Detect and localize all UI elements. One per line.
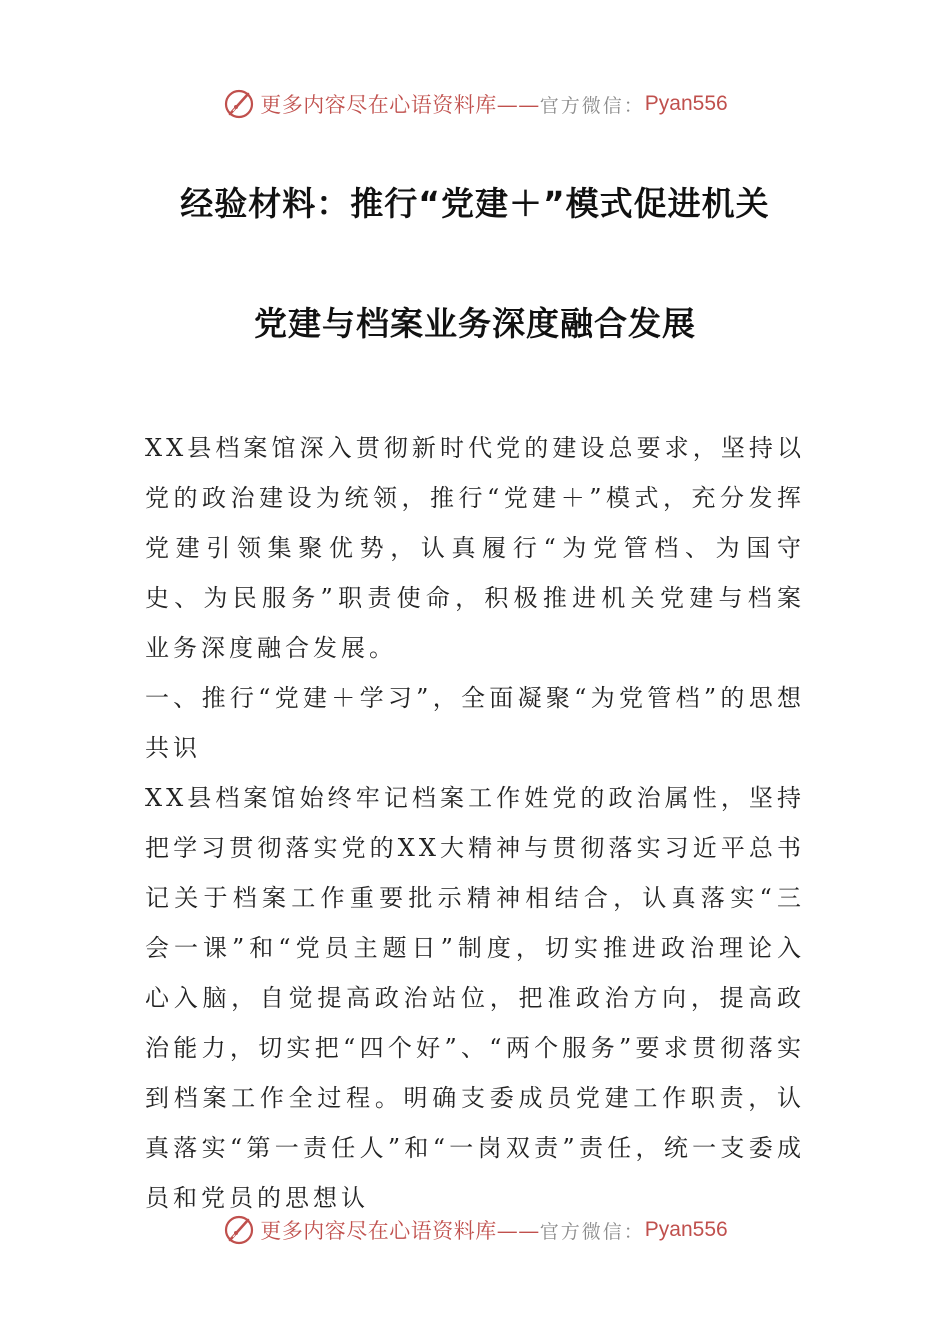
paragraph-intro: XX县档案馆深入贯彻新时代党的建设总要求，坚持以党的政治建设为统领，推行“党建＋”模式，充分发挥党建引领集聚优势，认真履行“为党管档、为国守史、为民服务”职责使命，积极推进机关党建与档案业务深度融合发展。 — [145, 434, 805, 662]
pen-circle-icon — [222, 87, 256, 121]
document-title-line-1: 经验材料：推行“党建＋”模式促进机关 — [180, 184, 770, 223]
watermark-wechat-id: Pyan556 — [644, 92, 728, 115]
document-body — [145, 423, 805, 1223]
watermark-wechat-label: 官方微信： — [539, 94, 645, 117]
watermark-wechat-id: Pyan556 — [644, 1218, 728, 1241]
watermark-banner-bottom — [0, 1210, 950, 1250]
watermark-brand-text: 更多内容尽在心语资料库—— — [260, 1219, 540, 1243]
watermark-wechat-label: 官方微信： — [539, 1220, 645, 1243]
watermark-banner-top — [0, 84, 950, 124]
paragraph-section-1: XX县档案馆始终牢记档案工作姓党的政治属性，坚持把学习贯彻落实党的XX大精神与贯彻落实习近平总书记关于档案工作重要批示精神相结合，认真落实“三会一课”和“党员主题日”制度，切实推进政治理论入心入脑，自觉提高政治站位，把准政治方向，提高政治能力，切实把“四个好”、“两个服务”要求贯彻落实到档案工作全过程。明确支委成员党建工作职责，认真落实“第一责任人”和“一岗双责”责任，统一支委成员和党员的思想认 — [145, 784, 805, 1212]
pen-circle-icon — [222, 1213, 256, 1247]
document-title-line-2: 党建与档案业务深度融合发展 — [254, 304, 696, 343]
watermark-brand-text: 更多内容尽在心语资料库—— — [260, 93, 540, 117]
section-heading-1: 一、推行“党建＋学习”，全面凝聚“为党管档”的思想共识 — [145, 684, 805, 762]
